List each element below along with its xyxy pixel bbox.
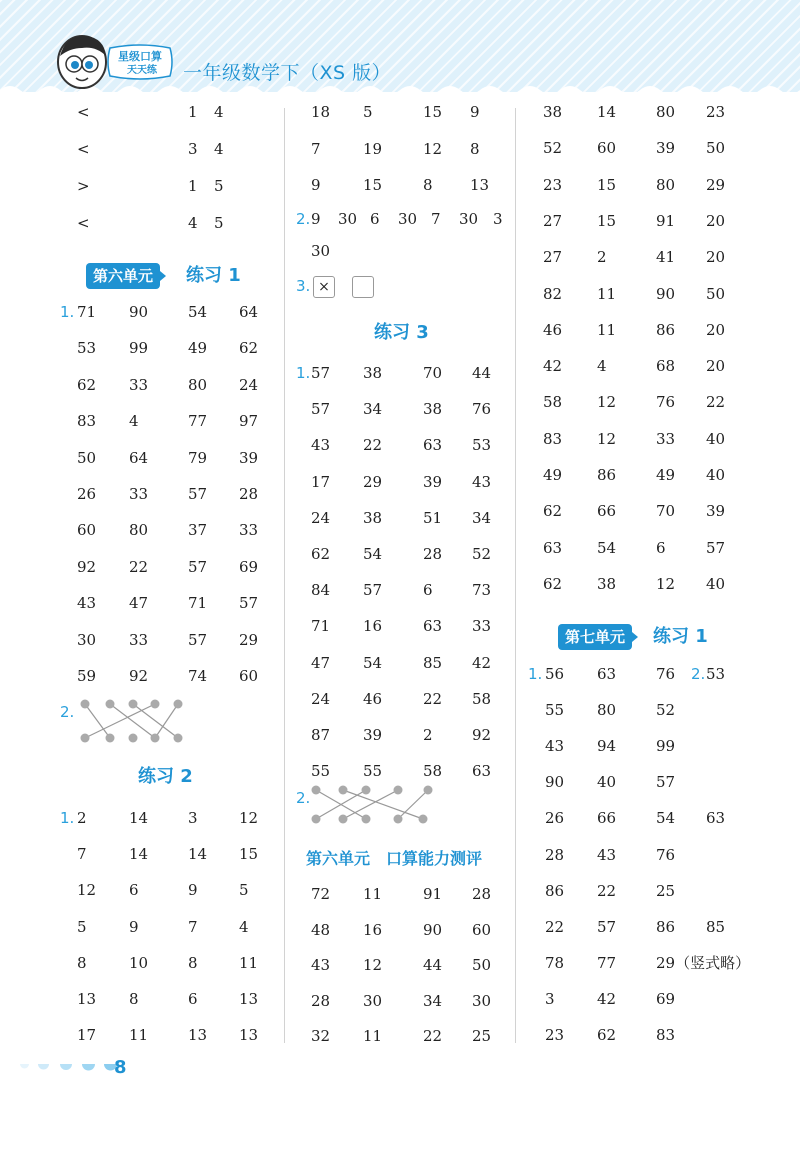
answer-cell: 22 (423, 1027, 443, 1045)
answer-cell: 13 (188, 1026, 208, 1045)
answer-cell: 13 (239, 1026, 259, 1045)
answer-cell: 20 (706, 320, 726, 339)
answer-cell: 77 (597, 953, 617, 972)
answer-cell: 41 (656, 248, 676, 267)
answer-cell: 92 (77, 557, 97, 576)
answer-cell: 11 (363, 885, 383, 903)
answer-cell: 71 (77, 303, 97, 321)
answer-cell: 83 (77, 412, 97, 431)
answer-cell: 62 (543, 502, 563, 521)
answer-cell: 38 (423, 400, 443, 419)
answer-cell: 12 (597, 393, 617, 412)
answer-cell: 33 (129, 375, 149, 394)
answer-cell: 6 (188, 990, 198, 1008)
answer-cell: 2 (597, 248, 607, 267)
answer-cell: 34 (472, 508, 492, 527)
answer-cell: 30 (77, 630, 97, 649)
answer-cell: 13 (77, 990, 97, 1008)
answer-cell: 29 (239, 630, 259, 649)
answer-cell: 27 (543, 211, 563, 230)
answer-cell: 44 (423, 956, 443, 974)
answer-cell: 43 (311, 436, 331, 455)
answer-cell: 72 (311, 885, 331, 903)
answer-cell: 12 (597, 429, 617, 448)
answer-cell: 16 (363, 617, 383, 636)
answer-cell: 60 (597, 139, 617, 158)
answer-cell: 8 (129, 990, 139, 1008)
answer-cell: 54 (656, 809, 676, 828)
answer-cell: 3 (188, 809, 198, 827)
answer-cell: 25 (656, 881, 676, 900)
answer-cell: 54 (597, 538, 617, 557)
logo-badge (104, 44, 176, 80)
answer-cell: 12 (239, 809, 259, 827)
answer-cell: 62 (543, 574, 563, 593)
answer-cell: 7 (77, 845, 87, 864)
answer-cell: 85 (423, 653, 443, 672)
answer-cell: 51 (423, 508, 443, 527)
answer-cell: 86 (597, 466, 617, 484)
answer-cell: 63 (423, 617, 443, 636)
compare-sign: > (77, 177, 90, 195)
answer-cell: 76 (656, 393, 676, 412)
answer-cell: 39 (239, 448, 259, 467)
answer-cell: 14 (188, 845, 208, 864)
answer-cell: 70 (656, 502, 676, 521)
answer-cell: 83 (543, 429, 563, 448)
answer-cell: 5 (239, 881, 249, 900)
practice-2-question-1-label: 1. (60, 809, 75, 827)
answer-cell: 53 (472, 436, 492, 455)
answer-cell: 29 (706, 175, 726, 194)
answer-cell: 3 (545, 989, 555, 1008)
answer-cell: 57 (311, 364, 331, 382)
answer-cell: 77 (188, 412, 208, 431)
practice-3-question-2-label: 2. (296, 789, 311, 807)
answer-cell: 17 (311, 472, 331, 491)
answer-cell: 15 (597, 211, 617, 230)
answer-cell: 12 (656, 574, 676, 593)
answer-cell: 9 (311, 210, 321, 228)
answer-cell: 39 (656, 139, 676, 158)
answer-cell: 24 (239, 375, 259, 394)
compare-sign: < (77, 140, 90, 158)
answer-cell: 22 (129, 557, 149, 576)
answer-cell: 9 (188, 881, 198, 900)
answer-cell: 42 (472, 653, 492, 672)
answer-cell: 40 (706, 574, 726, 593)
answer-cell: 63 (423, 436, 443, 455)
answer-cell: 48 (311, 920, 331, 939)
answer-cell: 29（竖式略） (656, 953, 751, 972)
answer-cell: 92 (129, 667, 149, 685)
answer-cell: 71 (311, 617, 331, 636)
answer-cell: 15 (597, 175, 617, 194)
answer-cell: 7 (311, 139, 321, 158)
answer-cell: 20 (706, 357, 726, 376)
answer-cell: 10 (129, 953, 149, 972)
answer-cell: 42 (597, 989, 617, 1008)
answer-cell: 30 (363, 991, 383, 1010)
answer-cell: 90 (656, 284, 676, 303)
question-2-label: 2. (296, 210, 311, 228)
compare-number: 4 (214, 140, 224, 158)
answer-cell: 52 (472, 545, 492, 563)
answer-cell: 86 (656, 917, 676, 936)
answer-cell: 80 (597, 701, 617, 720)
answer-cell: 11 (239, 953, 259, 972)
answer-cell: 18 (311, 103, 331, 121)
answer-cell: 33 (129, 630, 149, 649)
answer-cell: 28 (423, 545, 443, 563)
answer-cell: 33 (129, 485, 149, 503)
answer-cell: 83 (656, 1026, 676, 1044)
question-2-label: 2. (60, 703, 75, 721)
answer-cell: 55 (363, 762, 383, 781)
answer-cell: 40 (706, 429, 726, 448)
answer-cell: 44 (472, 364, 492, 382)
answer-cell: 23 (706, 103, 726, 121)
section-title-practice-3: 练习 3 (374, 322, 429, 343)
answer-cell: 14 (597, 103, 617, 121)
answer-cell: 60 (239, 667, 259, 685)
answer-cell: 63 (597, 665, 617, 683)
answer-cell: 23 (543, 175, 563, 194)
logo-line2: 天天练 (127, 65, 157, 76)
unit7-question-2-label: 2. (691, 665, 706, 683)
answer-cell: 97 (239, 412, 259, 431)
answer-cell: 11 (363, 1027, 383, 1045)
answer-cell: 66 (597, 502, 617, 521)
answer-cell: 39 (423, 472, 443, 491)
column-divider-2 (515, 108, 516, 1043)
practice-3-question-1-label: 1. (296, 364, 311, 382)
answer-cell: 3 (493, 210, 503, 228)
answer-cell: 15 (363, 176, 383, 194)
answer-cell: 62 (239, 339, 259, 358)
answer-cell: 9 (470, 103, 480, 121)
answer-cell: 76 (656, 665, 676, 683)
answer-cell: 26 (545, 809, 565, 828)
test-section-title: 口算能力测评 (386, 849, 483, 868)
answer-cell: 13 (239, 990, 259, 1008)
answer-cell: 6 (656, 538, 666, 557)
answer-cell: 52 (543, 139, 563, 158)
answer-cell: 22 (363, 436, 383, 455)
compare-number: 3 (188, 140, 198, 158)
answer-cell: 12 (423, 139, 443, 158)
answer-cell: 43 (597, 845, 617, 864)
answer-cell: 86 (545, 881, 565, 900)
answer-cell: 32 (311, 1027, 331, 1045)
answer-cell: 12 (77, 881, 97, 900)
answer-cell: 62 (77, 375, 97, 394)
answer-cell: 63 (472, 762, 492, 781)
answer-cell: 60 (77, 521, 97, 540)
compare-sign: < (77, 103, 90, 121)
answer-cell: 22 (545, 917, 565, 936)
answer-cell: 7 (431, 210, 441, 228)
answer-cell: 39 (706, 502, 726, 521)
answer-cell: 5 (77, 917, 87, 936)
answer-cell: 73 (472, 581, 492, 600)
answer-cell: 92 (472, 726, 492, 744)
answer-cell: 71 (188, 594, 208, 613)
answer-cell: 25 (472, 1027, 492, 1045)
answer-cell: 30 (472, 991, 492, 1010)
answer-cell: 33 (239, 521, 259, 540)
answer-cell: 2 (77, 809, 87, 827)
answer-cell: 28 (472, 885, 492, 903)
compare-number: 1 (188, 177, 198, 195)
answer-cell: 30 (398, 210, 418, 228)
answer-cell: 86 (656, 320, 676, 339)
answer-cell: 69 (239, 557, 259, 576)
answer-cell: 4 (239, 917, 249, 936)
answer-box-cross: × (313, 276, 335, 298)
matching-diagram-2 (308, 783, 438, 827)
answer-cell: 46 (363, 689, 383, 708)
answer-cell: 16 (363, 920, 383, 939)
answer-cell: 23 (545, 1026, 565, 1044)
answer-cell: 11 (597, 284, 617, 303)
answer-cell: 80 (129, 521, 149, 540)
answer-cell: 33 (656, 429, 676, 448)
page-decoration-dots (20, 1060, 120, 1078)
unit-seven-tag: 第七单元 (558, 624, 632, 650)
answer-cell: 8 (77, 953, 87, 972)
answer-cell: 76 (656, 845, 676, 864)
compare-number: 5 (214, 214, 224, 232)
answer-cell: 50 (706, 284, 726, 303)
answer-cell: 54 (188, 303, 208, 321)
answer-cell: 5 (363, 103, 373, 121)
answer-cell: 12 (363, 956, 383, 974)
answer-cell: 6 (423, 581, 433, 600)
answer-cell: 20 (706, 248, 726, 267)
answer-cell: 4 (129, 412, 139, 431)
matching-diagram-1 (75, 696, 195, 746)
answer-cell: 58 (472, 689, 492, 708)
answer-cell: 43 (472, 472, 492, 491)
answer-cell: 8 (470, 139, 480, 158)
answer-cell: 84 (311, 581, 331, 600)
answer-cell: 24 (311, 689, 331, 708)
section-title-unit7-practice-1: 练习 1 (653, 626, 708, 647)
answer-cell: 91 (423, 885, 443, 903)
answer-cell: 50 (77, 448, 97, 467)
page-number: 8 (114, 1057, 127, 1078)
answer-box-empty (352, 276, 374, 298)
answer-cell: 49 (188, 339, 208, 358)
answer-cell: 11 (597, 320, 617, 339)
answer-cell: 9 (129, 917, 139, 936)
answer-cell: 15 (239, 845, 259, 864)
answer-cell: 50 (706, 139, 726, 158)
answer-cell: 34 (363, 400, 383, 419)
answer-cell: 57 (239, 594, 259, 613)
answer-cell: 58 (423, 762, 443, 781)
answer-cell: 27 (543, 248, 563, 267)
answer-cell: 85 (706, 917, 726, 936)
question-3-label: 3. (296, 277, 311, 295)
answer-cell: 17 (77, 1026, 97, 1045)
compare-sign: < (77, 214, 90, 232)
answer-cell: 78 (545, 953, 565, 972)
answer-cell: 99 (656, 737, 676, 756)
answer-cell: 90 (423, 920, 443, 939)
answer-cell: 24 (311, 508, 331, 527)
answer-cell: 80 (188, 375, 208, 394)
answer-cell: 33 (472, 617, 492, 636)
answer-cell: 47 (129, 594, 149, 613)
answer-cell: 38 (543, 103, 563, 121)
answer-cell: 28 (545, 845, 565, 864)
answer-cell: 52 (656, 701, 676, 720)
answer-cell: 69 (656, 989, 676, 1008)
answer-cell: 50 (472, 956, 492, 974)
section-title-practice-1: 练习 1 (186, 265, 241, 286)
answer-cell: 57 (188, 485, 208, 503)
answer-cell: 6 (370, 210, 380, 228)
header-wave-border (0, 82, 800, 102)
section-title-practice-2: 练习 2 (138, 766, 193, 787)
answer-cell: 87 (311, 726, 331, 744)
answer-cell: 64 (129, 448, 149, 467)
answer-cell: 90 (129, 303, 149, 321)
answer-cell: 38 (363, 364, 383, 382)
answer-cell: 28 (311, 991, 331, 1010)
answer-cell: 20 (706, 211, 726, 230)
answer-cell: 53 (706, 665, 726, 683)
book-title: 一年级数学下（XS 版） (183, 62, 392, 84)
answer-cell: 80 (656, 103, 676, 121)
compare-number: 4 (188, 214, 198, 232)
answer-cell: 55 (545, 701, 565, 720)
answer-cell: 57 (656, 773, 676, 792)
compare-number: 5 (214, 177, 224, 195)
answer-cell: 70 (423, 364, 443, 382)
answer-cell: 19 (363, 139, 383, 158)
answer-cell: 38 (597, 574, 617, 593)
answer-cell: 29 (363, 472, 383, 491)
answer-cell: 14 (129, 845, 149, 864)
answer-cell: 43 (545, 737, 565, 756)
unit7-question-1-label: 1. (528, 665, 543, 683)
answer-cell: 40 (597, 773, 617, 792)
logo-line1: 星级口算 (118, 50, 162, 63)
answer-cell: 99 (129, 339, 149, 358)
answer-cell: 80 (656, 175, 676, 194)
answer-cell: 30 (338, 210, 358, 228)
answer-cell: 28 (239, 485, 259, 503)
answer-cell: 66 (597, 809, 617, 828)
answer-cell: 63 (706, 809, 726, 828)
answer-cell: 8 (188, 953, 198, 972)
answer-cell: 55 (311, 762, 331, 781)
answer-cell: 62 (597, 1026, 617, 1044)
answer-cell: 53 (77, 339, 97, 358)
answer-cell: 57 (188, 630, 208, 649)
answer-cell: 8 (423, 176, 433, 194)
answer-cell: 15 (423, 103, 443, 121)
answer-cell: 91 (656, 211, 676, 230)
answer-cell: 57 (706, 538, 726, 557)
answer-cell: 34 (423, 991, 443, 1010)
answer-cell: 76 (472, 400, 492, 419)
answer-cell: 57 (311, 400, 331, 419)
answer-cell: 13 (470, 176, 490, 194)
answer-cell: 79 (188, 448, 208, 467)
answer-cell: 2 (423, 726, 433, 744)
answer-cell: 7 (188, 917, 198, 936)
compare-number: 4 (214, 103, 224, 121)
answer-cell: 56 (545, 665, 565, 683)
compare-number: 1 (188, 103, 198, 121)
answer-cell: 9 (311, 176, 321, 194)
answer-cell: 4 (597, 357, 607, 376)
answer-cell: 47 (311, 653, 331, 672)
answer-cell: 40 (706, 466, 726, 484)
answer-cell: 22 (597, 881, 617, 900)
answer-cell: 30 (459, 210, 479, 228)
question-2-tail-answer: 30 (311, 242, 331, 260)
answer-cell: 62 (311, 545, 331, 563)
answer-cell: 43 (311, 956, 331, 974)
answer-cell: 26 (77, 485, 97, 503)
question-1-label: 1. (60, 303, 75, 321)
answer-cell: 57 (597, 917, 617, 936)
answer-cell: 59 (77, 667, 97, 685)
answer-cell: 54 (363, 653, 383, 672)
answer-cell: 82 (543, 284, 563, 303)
answer-cell: 57 (363, 581, 383, 600)
unit-six-tag: 第六单元 (86, 263, 160, 289)
answer-cell: 94 (597, 737, 617, 756)
answer-cell: 11 (129, 1026, 149, 1045)
test-section-unit: 第六单元 (306, 849, 371, 868)
answer-cell: 37 (188, 521, 208, 540)
answer-cell: 43 (77, 594, 97, 613)
answer-cell: 60 (472, 920, 492, 939)
answer-cell: 63 (543, 538, 563, 557)
answer-cell: 90 (545, 773, 565, 792)
answer-cell: 49 (543, 466, 563, 484)
answer-cell: 74 (188, 667, 208, 685)
answer-cell: 42 (543, 357, 563, 376)
answer-cell: 14 (129, 809, 149, 827)
answer-cell: 54 (363, 545, 383, 563)
column-divider-1 (284, 108, 285, 1043)
answer-cell: 22 (423, 689, 443, 708)
answer-cell: 58 (543, 393, 563, 412)
answer-cell: 39 (363, 726, 383, 744)
answer-cell: 46 (543, 320, 563, 339)
answer-cell: 68 (656, 357, 676, 376)
answer-cell: 6 (129, 881, 139, 900)
answer-cell: 57 (188, 557, 208, 576)
answer-cell: 64 (239, 303, 259, 321)
answer-cell: 38 (363, 508, 383, 527)
answer-cell: 22 (706, 393, 726, 412)
answer-cell: 49 (656, 466, 676, 484)
